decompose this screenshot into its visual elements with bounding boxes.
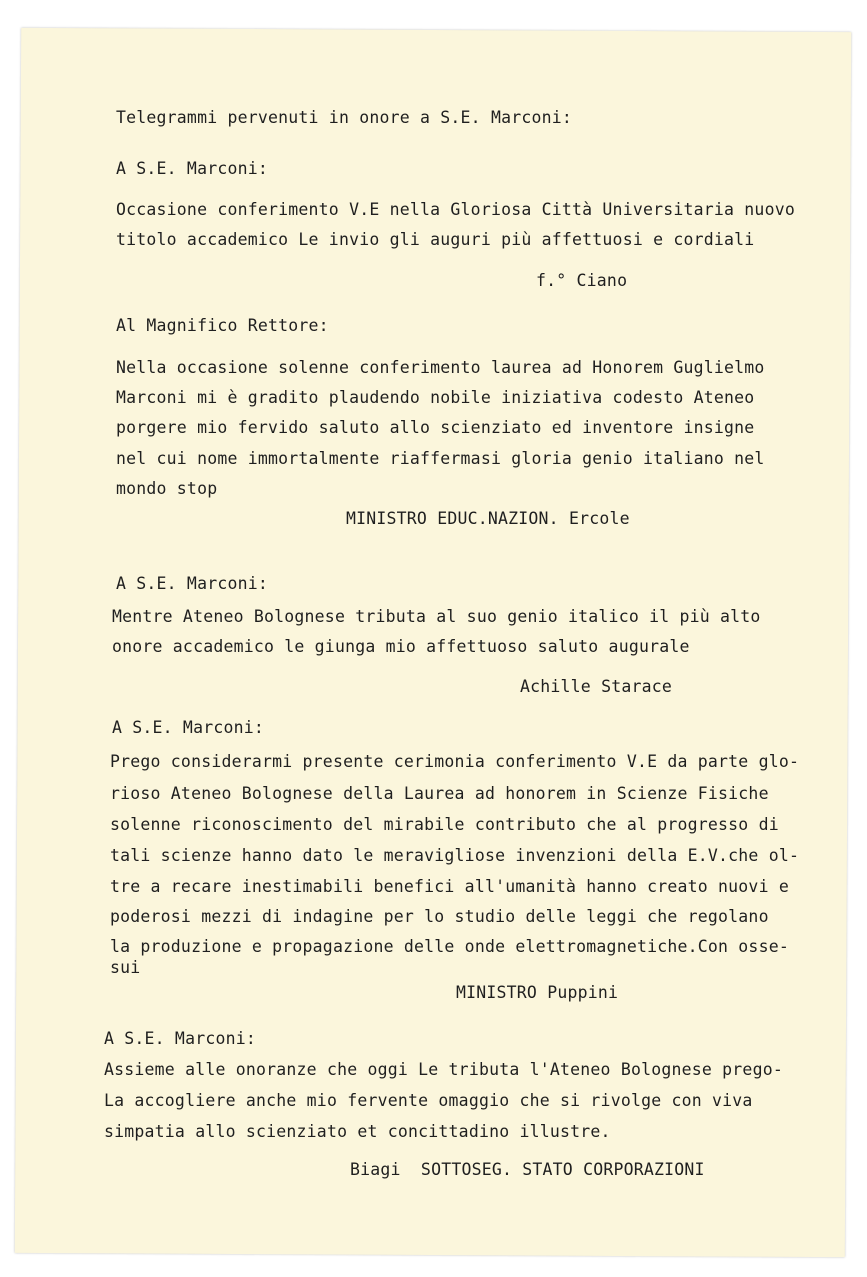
telegram-4-line-8: sui (110, 958, 141, 977)
telegram-5-addressee: A S.E. Marconi: (104, 1029, 257, 1048)
telegram-2-line-3: porgere mio fervido saluto allo scienziato ed inventore insigne (116, 418, 755, 437)
telegram-5-line-1: Assieme alle onoranze che oggi Le tributa l'Ateneo Bolognese prego- (104, 1060, 783, 1079)
telegram-2-line-1: Nella occasione solenne conferimento laurea ad Honorem Guglielmo (116, 358, 765, 377)
telegram-4-line-3: solenne riconoscimento del mirabile contributo che al progresso di (110, 815, 779, 834)
telegram-1-signature: f.° Ciano (536, 271, 628, 290)
telegram-1-line-1: Occasione conferimento V.E nella Gloriosa Città Universitaria nuovo (116, 200, 795, 219)
telegram-4-line-5: tre a recare inestimabili benefici all'umanità hanno creato nuovi e (110, 877, 789, 896)
telegram-5-line-2: La accogliere anche mio fervente omaggio che si rivolge con viva (104, 1091, 753, 1110)
telegram-4-line-6: poderosi mezzi di indagine per lo studio delle leggi che regolano (110, 907, 769, 926)
telegram-3-line-2: onore accademico le giunga mio affettuoso saluto augurale (112, 637, 690, 656)
telegram-3-line-1: Mentre Ateneo Bolognese tributa al suo genio italico il più alto (112, 607, 761, 626)
telegram-4-line-1: Prego considerarmi presente cerimonia conferimento V.E da parte glo- (110, 752, 800, 771)
telegram-4-line-2: rioso Ateneo Bolognese della Laurea ad honorem in Scienze Fisiche (110, 784, 769, 803)
telegram-1-line-2: titolo accademico Le invio gli auguri più affettuosi e cordiali (116, 230, 755, 249)
telegram-4-line-7: la produzione e propagazione delle onde elettromagnetiche.Con osse- (110, 937, 789, 956)
telegram-2-line-4: nel cui nome immortalmente riaffermasi gloria genio italiano nel (116, 449, 765, 468)
telegram-2-line-2: Marconi mi è gradito plaudendo nobile iniziativa codesto Ateneo (116, 388, 755, 407)
telegram-3-signature: Achille Starace (520, 677, 673, 696)
telegram-2-line-5: mondo stop (116, 479, 218, 498)
telegram-4-addressee: A S.E. Marconi: (112, 718, 265, 737)
telegram-1-addressee: A S.E. Marconi: (116, 159, 269, 178)
telegram-4-line-4: tali scienze hanno dato le meravigliose invenzioni della E.V.che ol- (110, 846, 800, 865)
telegram-2-signature: MINISTRO EDUC.NAZION. Ercole (346, 509, 630, 528)
telegram-4-signature: MINISTRO Puppini (456, 983, 619, 1002)
telegram-5-signature: Biagi SOTTOSEG. STATO CORPORAZIONI (350, 1160, 705, 1179)
telegram-5-line-3: simpatia allo scienziato et concittadino illustre. (104, 1122, 611, 1141)
document-title: Telegrammi pervenuti in onore a S.E. Marconi: (116, 108, 573, 127)
telegram-2-addressee: Al Magnifico Rettore: (116, 316, 329, 335)
telegram-3-addressee: A S.E. Marconi: (116, 574, 269, 593)
